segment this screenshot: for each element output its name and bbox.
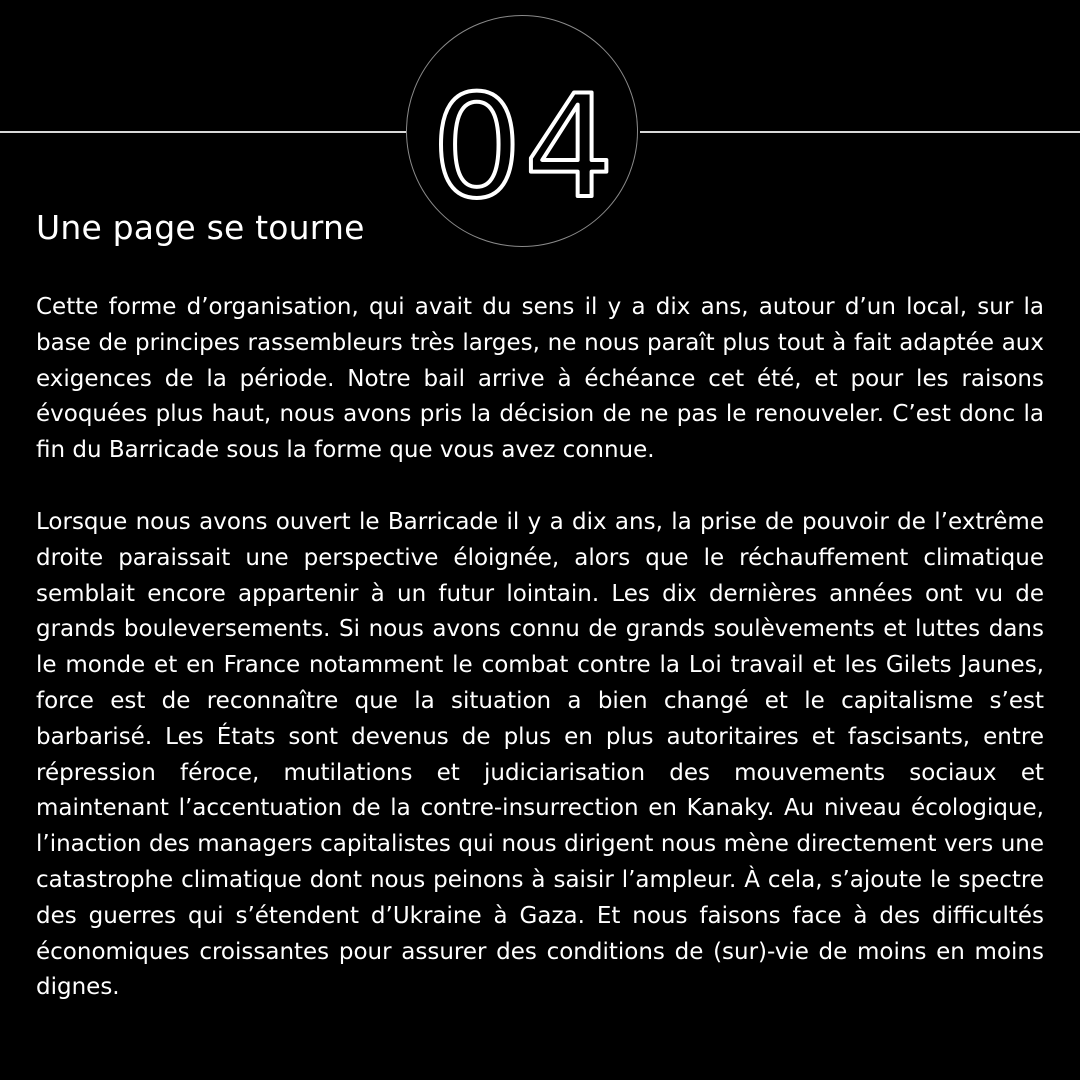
section-number: [407, 16, 639, 248]
body-text: [36, 290, 1044, 1006]
paragraph-2: Lorsque nous avons ouvert le Barricade il y a dix ans, la prise de pouvoir de l’extrême droite paraissait une perspective éloignée, alors que le réchauffement climatique semblait encore appartenir à un futur lointain. Les dix dernières années ont vu de grands bouleversements. Si nous avons connu de grands soulèvements et luttes dans le monde et en France notamment le combat contre la Loi travail et les Gilets Jaunes, force est de reconnaître que la situation a bien changé et le capitalisme s’est barbarisé. Les États sont devenus de plus en plus autoritaires et fascisants, entre répression féroce, mutilations et judiciarisation des mouvements sociaux et maintenant l’accentuation de la contre-insurrection en Kanaky. Au niveau écologique, l’inaction des managers capitalistes qui nous dirigent nous mène directement vers une catastrophe climatique dont nous peinons à saisir l’ampleur. À cela, s’ajoute le spectre des guerres qui s’étendent d’Ukraine à Gaza. Et nous faisons face à des difficultés économiques croissantes pour assurer des conditions de (sur)-vie de moins en moins dignes.: [36, 508, 1044, 1001]
paragraph-1: Cette forme d’organisation, qui avait du sens il y a dix ans, autour d’un local, sur la base de principes rassembleurs très larges, ne nous paraît plus tout à fait adaptée aux exigences de la période. Notre bail arrive à échéance cet été, et pour les raisons évoquées plus haut, nous avons pris la décision de ne pas le renouveler. C’est donc la fin du Barricade sous la forme que vous avez connue.: [36, 294, 1044, 464]
section-number-badge: [406, 15, 638, 247]
horizontal-rule-left: [0, 131, 406, 133]
horizontal-rule-right: [640, 131, 1080, 133]
section-title: Une page se tourne: [36, 208, 365, 247]
section-number-text: 04: [431, 65, 617, 230]
